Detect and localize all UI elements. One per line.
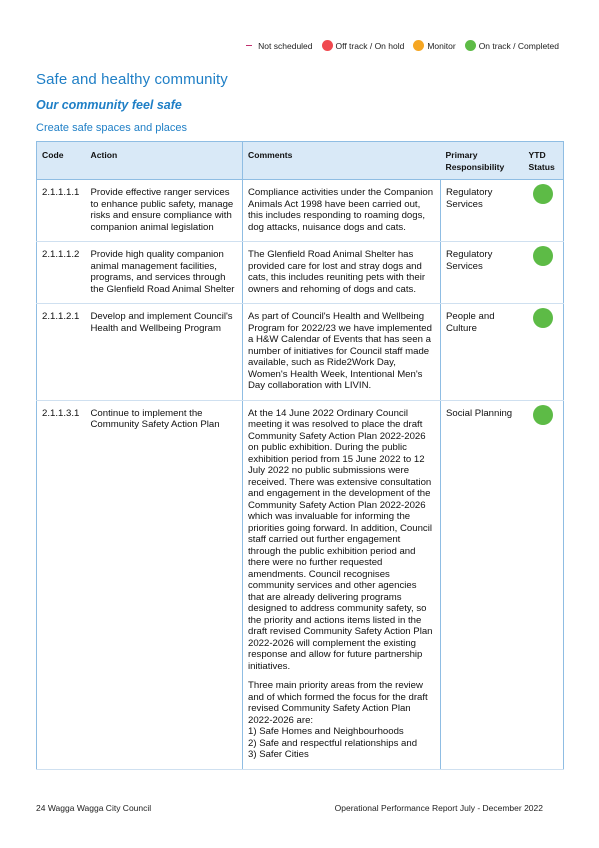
legend-item-on-track (465, 40, 559, 51)
comment-paragraph: At the 14 June 2022 Ordinary Council meeting it was resolved to place the draft Community Safety Action Plan 2022-2026 on public exhibition. During the public exhibition period from 15 June 2022 to 12 July 2022 no public submissions were received. There was extensive consultation and engagement in the development of the Community Safety Action Plan 2022-2026 which was invaluable for informing the priorities going forward. In addition, Council staff carried out further engagement through the public exhibition period and there were no further requested amendments. Council recognises community services and other agencies that are already delivering programs designed to address community safety, so the priority and actions items listed in the draft revised Community Safety Action Plan 2022-2026 will complement the existing response and allow for future partnership initiatives. (248, 407, 433, 672)
legend-item-not-scheduled (246, 41, 312, 51)
table-row (37, 304, 564, 401)
row-comments (243, 304, 441, 401)
row-comments (243, 180, 441, 242)
red-dot-icon (322, 40, 333, 51)
footer-report-title: Operational Performance Report July - December 2022 (334, 803, 543, 813)
row-code: 2.1.1.2.1 (37, 304, 86, 401)
status-dot-icon (533, 184, 553, 204)
row-comments (243, 400, 441, 769)
actions-table (36, 141, 564, 770)
row-action: Provide high quality companion animal management facilities, programs, and services through the Glenfield Road Animal Shelter (86, 242, 243, 304)
legend-label: Not scheduled (258, 40, 313, 51)
legend-label: Off track / On hold (335, 40, 405, 51)
comment-paragraph: As part of Council's Health and Wellbeing Program for 2022/23 we have implemented a H&W Calendar of Events that has seen a number of initiatives for Council staff made available, such as Ride2Work Day, Women's Health Week, Intentional Men's Day collaboration with LIVIN. (248, 311, 432, 391)
footer-left (36, 803, 151, 813)
table-row (37, 180, 564, 242)
row-code: 2.1.1.1.1 (37, 180, 86, 242)
section-title: Safe and healthy community (36, 71, 228, 88)
row-code: 2.1.1.3.1 (37, 400, 86, 769)
row-status (524, 180, 564, 242)
table-row (37, 400, 564, 769)
row-code: 2.1.1.1.2 (37, 242, 86, 304)
page-number: 24 (36, 803, 46, 813)
status-legend (237, 40, 559, 51)
header-responsibility: Primary Responsibility (441, 142, 524, 180)
comment-paragraph: Three main priority areas from the review and of which formed the focus for the draft revised Community Safety Action Plan 2022-2026 are: 1) Safe Homes and Neighbourhoods 2) Safe and respectful relationships and 3) Safer Cities (248, 680, 428, 760)
legend-item-off-track (322, 40, 405, 51)
header-comments: Comments (243, 142, 441, 180)
status-dot-icon (533, 405, 553, 425)
row-responsibility: People and Culture (441, 304, 524, 401)
status-dot-icon (533, 246, 553, 266)
table-header-row (37, 142, 564, 180)
row-action: Provide effective ranger services to enhance public safety, manage risks and ensure compliance with companion animal legislation (86, 180, 243, 242)
orange-dot-icon (413, 40, 424, 51)
goal-title: Our community feel safe (36, 98, 182, 112)
table-row (37, 242, 564, 304)
comment-paragraph: Compliance activities under the Companion Animals Act 1998 have been carried out, this includes responding to roaming dogs, dog attacks, nuisance dogs and cats. (248, 187, 434, 233)
footer-org: Wagga Wagga City Council (47, 803, 152, 813)
legend-item-monitor (413, 40, 455, 51)
row-responsibility: Social Planning (441, 400, 524, 769)
status-dot-icon (533, 308, 553, 328)
dash-icon (246, 45, 252, 47)
row-comments (243, 242, 441, 304)
row-status (524, 304, 564, 401)
row-responsibility: Regulatory Services (441, 180, 524, 242)
header-action: Action (86, 142, 243, 180)
row-action: Develop and implement Council's Health and Wellbeing Program (86, 304, 243, 401)
objective-title: Create safe spaces and places (36, 122, 188, 134)
legend-label: On track / Completed (478, 40, 559, 51)
header-ytd-status: YTD Status (524, 142, 564, 180)
comment-paragraph: The Glenfield Road Animal Shelter has provided care for lost and stray dogs and cats, this includes reuniting pets with their owners and rehoming of dogs and cats. (248, 249, 426, 295)
row-action: Continue to implement the Community Safety Action Plan (86, 400, 243, 769)
green-dot-icon (465, 40, 476, 51)
row-status (524, 400, 564, 769)
row-responsibility: Regulatory Services (441, 242, 524, 304)
row-status (524, 242, 564, 304)
header-code: Code (37, 142, 86, 180)
legend-label: Monitor (427, 40, 456, 51)
